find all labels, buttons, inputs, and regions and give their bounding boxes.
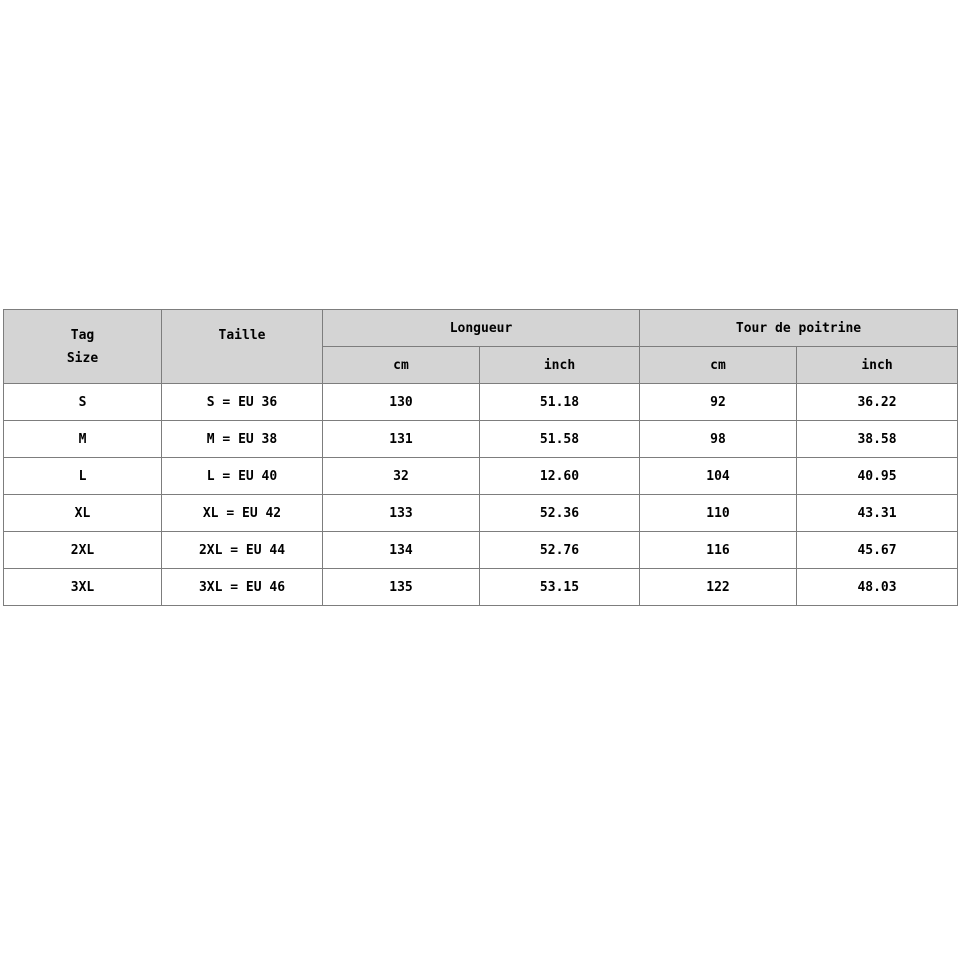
table-row <box>4 532 958 569</box>
header-taille <box>162 310 323 384</box>
cell-longueur-inch: 53.15 <box>480 569 640 606</box>
header-tour-de-poitrine: Tour de poitrine <box>640 310 958 347</box>
cell-taille: S = EU 36 <box>162 384 323 421</box>
table-row <box>4 569 958 606</box>
cell-longueur-cm: 134 <box>323 532 480 569</box>
header-longueur: Longueur <box>323 310 640 347</box>
cell-tag: L <box>4 458 162 495</box>
cell-poitrine-cm: 122 <box>640 569 797 606</box>
cell-tag: M <box>4 421 162 458</box>
cell-poitrine-cm: 110 <box>640 495 797 532</box>
cell-poitrine-inch: 40.95 <box>797 458 958 495</box>
cell-longueur-inch: 12.60 <box>480 458 640 495</box>
cell-poitrine-cm: 104 <box>640 458 797 495</box>
cell-poitrine-inch: 38.58 <box>797 421 958 458</box>
cell-poitrine-inch: 43.31 <box>797 495 958 532</box>
header-tag-size <box>4 310 162 384</box>
cell-taille: M = EU 38 <box>162 421 323 458</box>
table-row <box>4 421 958 458</box>
cell-taille: XL = EU 42 <box>162 495 323 532</box>
cell-poitrine-inch: 48.03 <box>797 569 958 606</box>
table-row <box>4 458 958 495</box>
cell-poitrine-cm: 116 <box>640 532 797 569</box>
cell-poitrine-inch: 45.67 <box>797 532 958 569</box>
header-row-top <box>4 310 958 347</box>
header-taille-label: Taille <box>218 328 266 343</box>
header-tag-size-line2: Size <box>66 350 99 366</box>
cell-tag: 3XL <box>4 569 162 606</box>
cell-poitrine-cm: 98 <box>640 421 797 458</box>
table-row <box>4 495 958 532</box>
cell-tag: S <box>4 384 162 421</box>
header-longueur-cm: cm <box>323 347 480 384</box>
cell-longueur-inch: 51.58 <box>480 421 640 458</box>
cell-longueur-cm: 32 <box>323 458 480 495</box>
cell-taille: 3XL = EU 46 <box>162 569 323 606</box>
cell-longueur-cm: 130 <box>323 384 480 421</box>
cell-longueur-inch: 52.36 <box>480 495 640 532</box>
header-poitrine-inch: inch <box>797 347 958 384</box>
cell-taille: 2XL = EU 44 <box>162 532 323 569</box>
cell-longueur-cm: 135 <box>323 569 480 606</box>
cell-longueur-inch: 51.18 <box>480 384 640 421</box>
cell-tag: 2XL <box>4 532 162 569</box>
cell-poitrine-inch: 36.22 <box>797 384 958 421</box>
cell-longueur-inch: 52.76 <box>480 532 640 569</box>
cell-taille: L = EU 40 <box>162 458 323 495</box>
cell-longueur-cm: 131 <box>323 421 480 458</box>
size-chart-table <box>3 309 958 606</box>
header-longueur-inch: inch <box>480 347 640 384</box>
table-row <box>4 384 958 421</box>
cell-longueur-cm: 133 <box>323 495 480 532</box>
header-poitrine-cm: cm <box>640 347 797 384</box>
cell-poitrine-cm: 92 <box>640 384 797 421</box>
header-tag-size-line1: Tag <box>70 327 95 343</box>
cell-tag: XL <box>4 495 162 532</box>
